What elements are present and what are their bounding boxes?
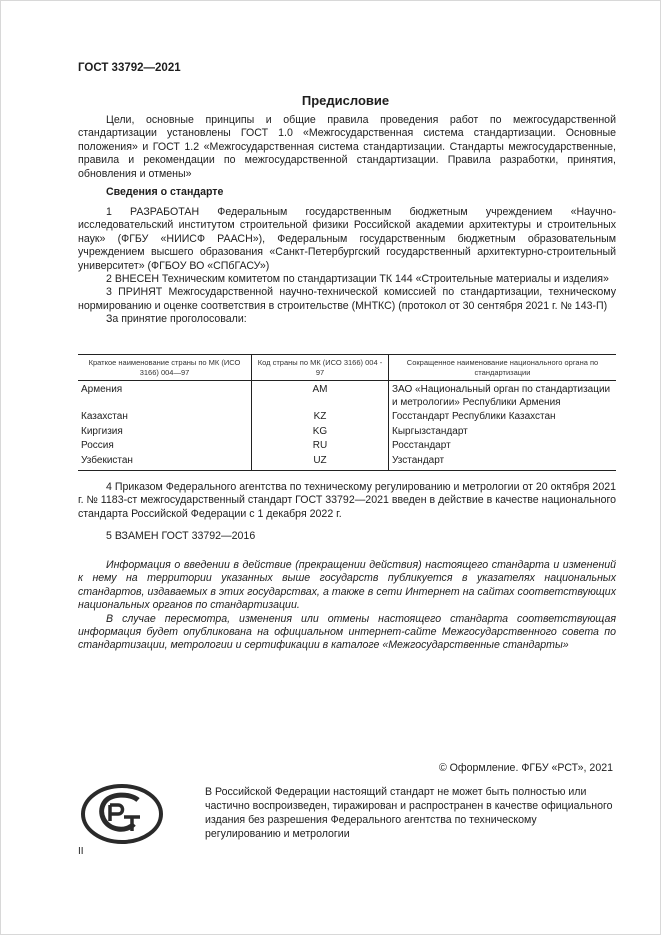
replaced-section [78, 530, 616, 543]
item-developed: 1 РАЗРАБОТАН Федеральным государственным бюджетным учреждением «Научно-исследовательский институтом строительной физики Российской академии архитектуры и строительных наук» (ФГБУ «НИИСФ РААСН»), Федеральным государственным бюджетным образовательным учреждением высшего образования «Санкт-Петербургский государственный архитектурно-строительный университет» (ФГБОУ ВО «СПбГАСУ») [78, 206, 616, 272]
national-body: Госстандарт Республики Казахстан [389, 410, 617, 425]
voted-label: За принятие проголосовали: [106, 313, 247, 326]
national-body: Росстандарт [389, 439, 617, 454]
intro-paragraph: Цели, основные принципы и общие правила проведения работ по межгосударственной стандартизации установлены ГОСТ 1.0 «Межгосударственная система стандартизации. Основные положения» и ГОСТ 1.2 «Межгосударственная система стандартизации. Стандарты межгосударственные, правила и рекомендации по межгосударственной стандартизации. Правила разработки, принятия, обновления и отмены» [78, 114, 616, 180]
copyright-line: © Оформление. ФГБУ «РСТ», 2021 [438, 762, 613, 774]
country-name: Казахстан [81, 411, 128, 422]
country-name: Киргизия [81, 425, 123, 437]
table-row [78, 439, 616, 454]
table-row [78, 425, 616, 440]
info-section [78, 559, 616, 653]
copyright-notice [205, 785, 615, 841]
country-code: UZ [252, 454, 389, 471]
header-country-name: Краткое наименование страны по МК (ИСО 3166) 004—97 [78, 355, 252, 381]
country-name: Узбекистан [78, 454, 252, 471]
header-country-code: Код страны по МК (ИСО 3166) 004 - 97 [252, 355, 389, 381]
country-code: RU [252, 439, 389, 454]
standard-info-items [78, 206, 616, 327]
page-title: Предисловие [301, 93, 390, 108]
table-row [78, 454, 616, 471]
header-national-body: Сокращенное наименование национального органа по стандартизации [389, 355, 617, 381]
document-code: ГОСТ 33792—2021 [78, 62, 181, 74]
national-body: ЗАО «Национальный орган по стандартизации и метрологии» Республики Армения [389, 381, 617, 411]
item-adopted: 3 ПРИНЯТ Межгосударственной научно-технической комиссией по стандартизации, техническому нормированию и оценке соответствия в строительстве (МНТКС) (протокол от 30 сентября 2021 г. № 143-П) [78, 286, 616, 312]
country-code: KZ [252, 410, 389, 425]
item-introduced: 2 ВНЕСЕН Техническим комитетом по стандартизации ТК 144 «Строительные материалы и изделия» [106, 273, 609, 286]
intro-section [78, 114, 616, 181]
page-number: II [78, 846, 84, 857]
voting-table [78, 354, 616, 471]
country-code: KG [252, 425, 389, 440]
notice-text: В Российской Федерации настоящий стандарт не может быть полностью или частично воспроизведен, тиражирован и распространен в качестве официального издания без разрешения Федерального агентства по техническому регулированию и метрологии [205, 786, 613, 840]
rst-logo-icon [80, 783, 164, 850]
table-header-row [78, 355, 616, 381]
effective-date-section [78, 481, 616, 521]
info-paragraph: Информация о введении в действие (прекращении действия) настоящего стандарта и изменений к нему на территории указанных выше государств публикуется в указателях национальных стандартов, издаваемых в этих государствах, а также в сети Интернет на сайтах соответствующих национальных органов по стандартизации. [78, 559, 616, 612]
national-body: Кыргызстандарт [389, 425, 617, 440]
item-order: 4 Приказом Федерального агентства по техническому регулированию и метрологии от 20 октября 2021 г. № 1183-ст межгосударственный стандарт ГОСТ 33792—2021 введен в действие в качестве национального стандарта Российской Федерации с 1 декабря 2022 г. [78, 481, 616, 520]
country-code: AM [252, 381, 389, 411]
table-row [78, 381, 616, 411]
item-replaces: 5 ВЗАМЕН ГОСТ 33792—2016 [106, 530, 256, 542]
section-heading: Сведения о стандарте [106, 186, 224, 198]
country-name: Россия [81, 440, 114, 451]
table-row [78, 410, 616, 425]
info-paragraph: В случае пересмотра, изменения или отмены настоящего стандарта соответствующая информация будет опубликована на официальном интернет-сайте Межгосударственного совета по стандартизации, метрологии и сертификации в каталоге «Межгосударственные стандарты» [78, 612, 616, 652]
national-body: Узстандарт [389, 454, 617, 471]
country-name: Армения [81, 384, 123, 395]
